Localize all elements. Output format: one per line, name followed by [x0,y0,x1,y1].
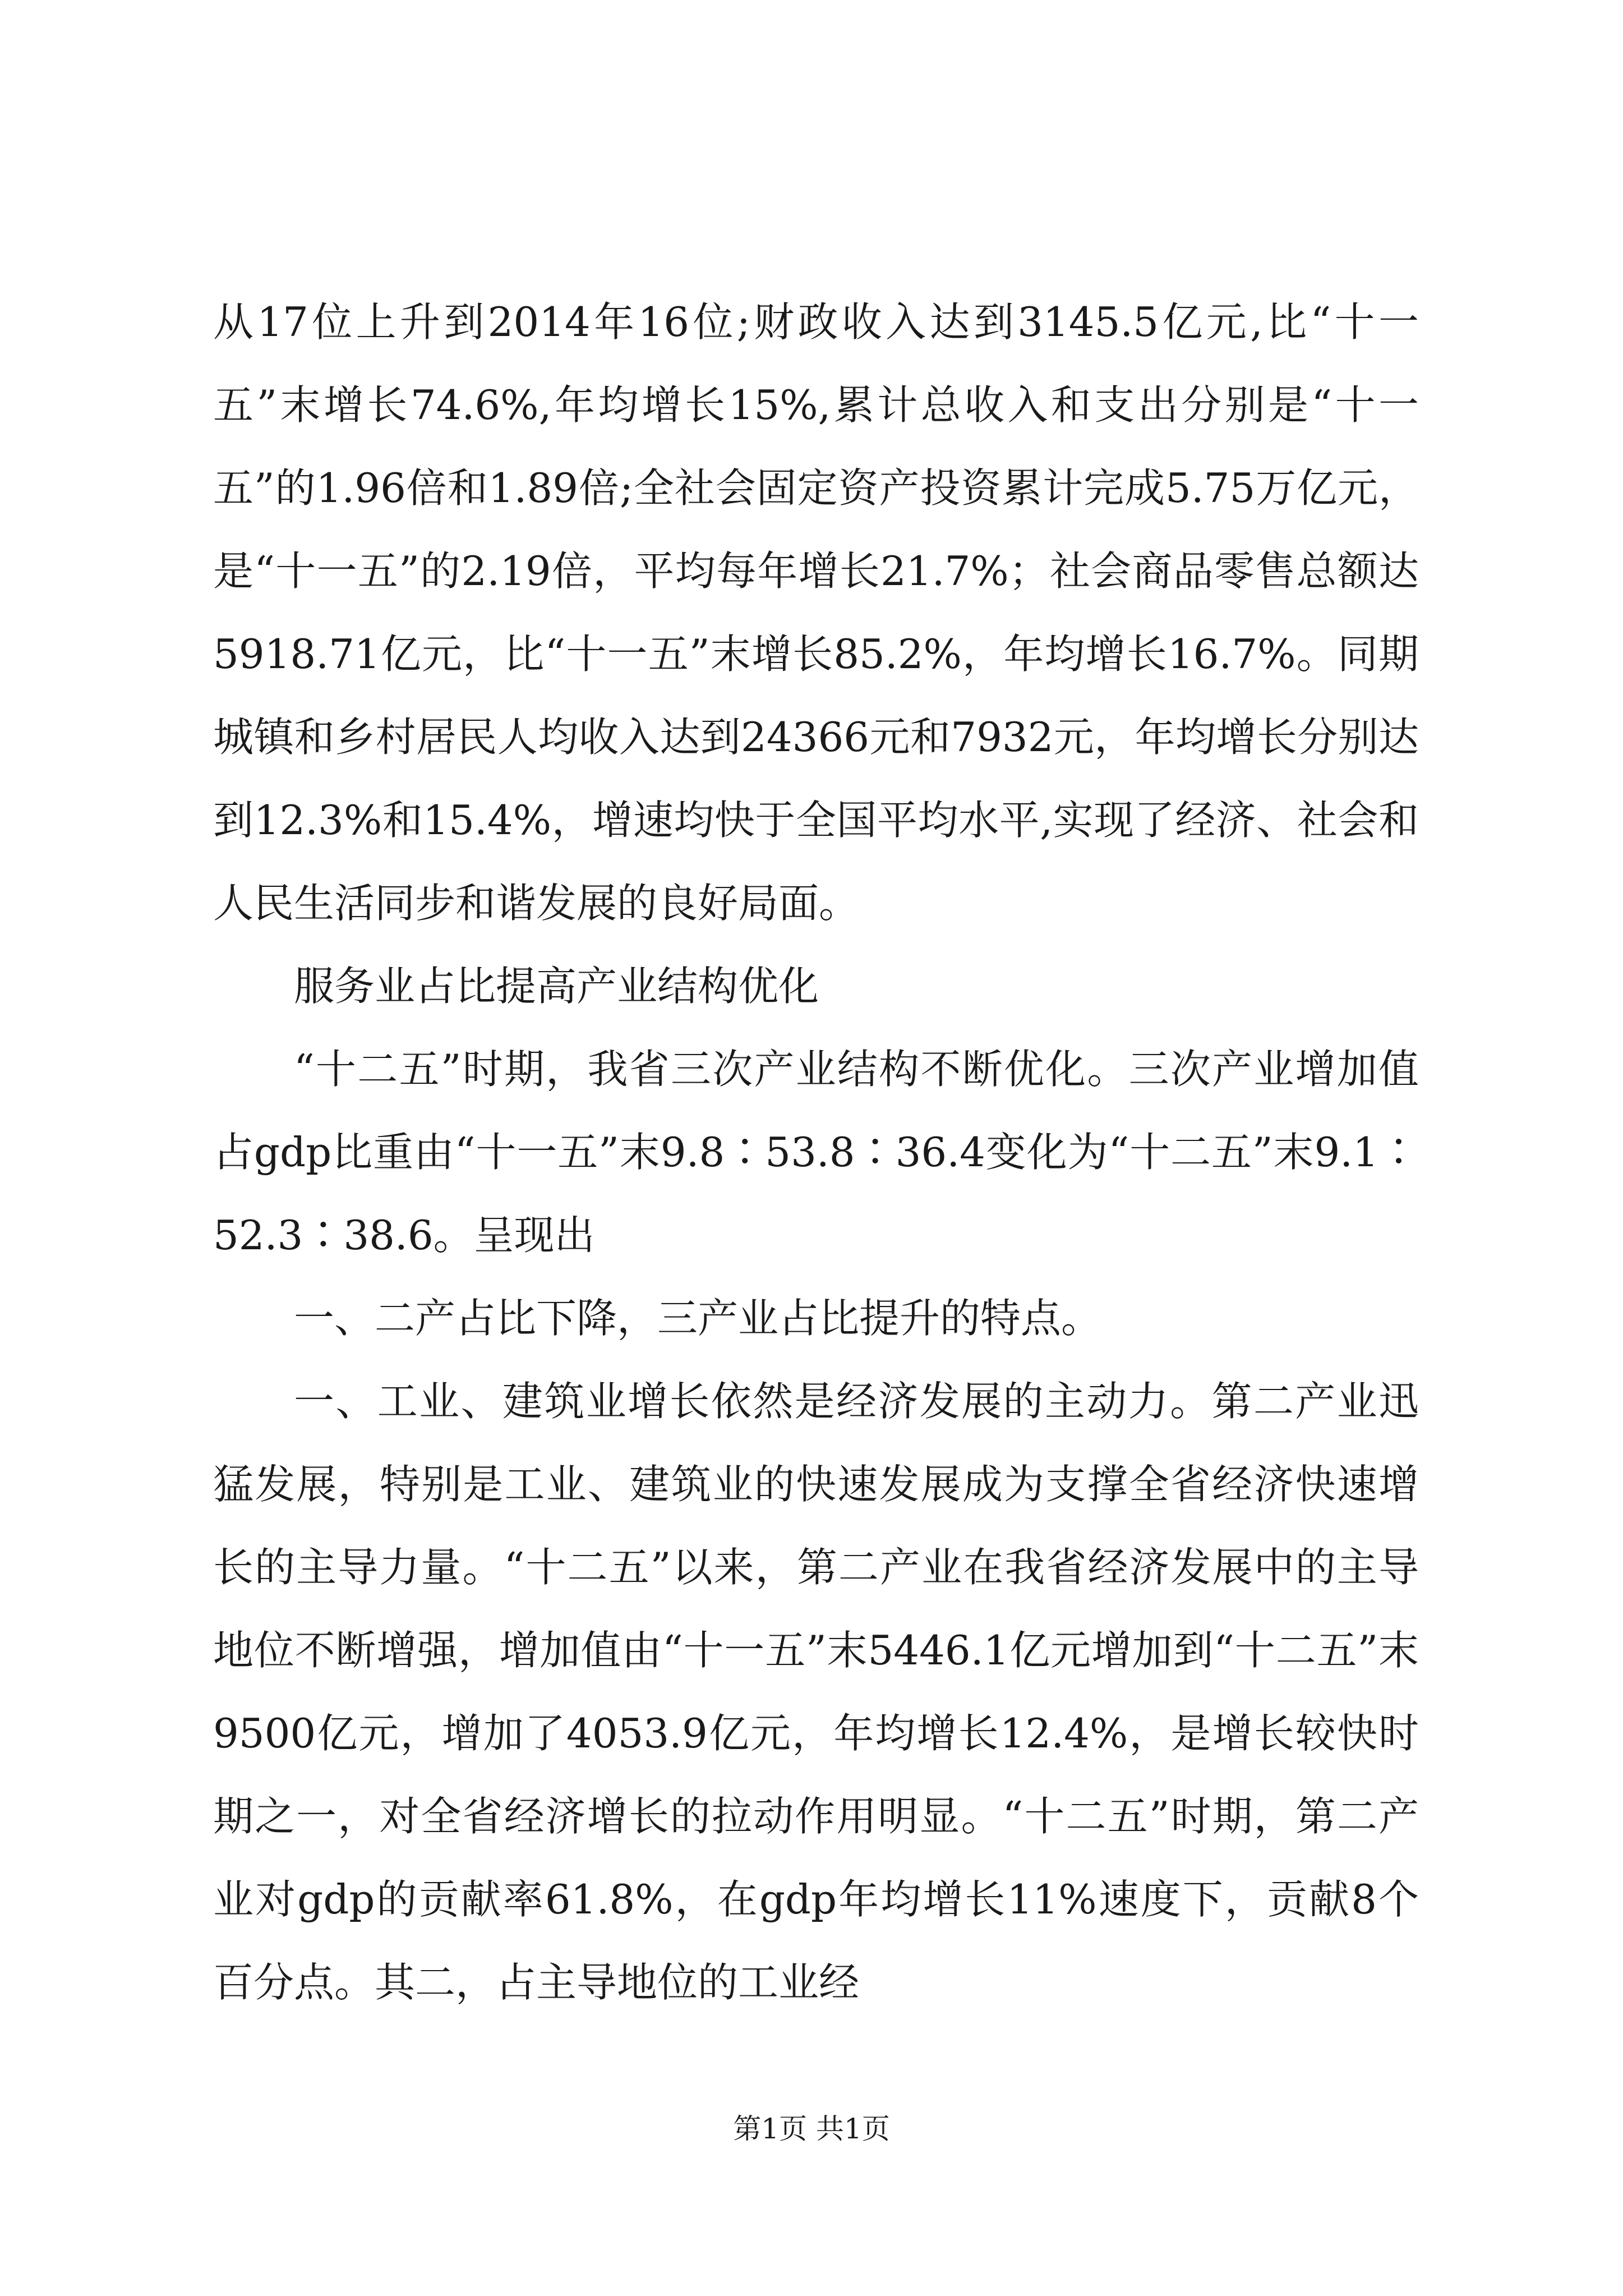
paragraph-structure-feature: 一、二产占比下降，三产业占比提升的特点。 [294,1295,1102,1342]
paragraph-industry-growth: 一、工业、建筑业增长依然是经济发展的主动力。第二产业迅猛发展，特别是工业、建筑业的快速发展成为支撑全省经济快速增长的主导力量。“十二五”以来，第二产业在我省经济发展中的主导地位不断增强，增加值由“十一五”末5446.1亿元增加到“十二五”末9500亿元，增加了4053.9亿元，年均增长12.4%，是增长较快时期之一，对全省经济增长的拉动作用明显。“十二五”时期，第二产业对gdp的贡献率61.8%，在gdp年均增长11%速度下，贡献8个百分点。其二，占主导地位的工业经 [213,1378,1419,2006]
paragraph-economic-summary: 从17位上升到2014年16位;财政收入达到3145.5亿元,比“十一五”末增长74.6%,年均增长15%,累计总收入和支出分别是“十一五”的1.96倍和1.89倍;全社会固定资产投资累计完成5.75万亿元，是“十一五”的2.19倍，平均每年增长21.7%；社会商品零售总额达5918.71亿元，比“十一五”末增长85.2%，年均增长16.7%。同期城镇和乡村居民人均收入达到24366元和7932元，年均增长分别达到12.3%和15.4%，增速均快于全国平均水平,实现了经济、社会和人民生活同步和谐发展的良好局面。 [213,298,1419,927]
section-heading: 服务业占比提高产业结构优化 [294,963,819,1010]
paragraph-industry-structure: “十二五”时期，我省三次产业结构不断优化。三次产业增加值占gdp比重由“十一五”末9.8∶53.8∶36.4变化为“十二五”末9.1∶52.3∶38.6。呈现出 [213,1046,1419,1259]
document-body [213,280,1419,2024]
page-footer: 第1页 共1页 [733,2113,890,2145]
